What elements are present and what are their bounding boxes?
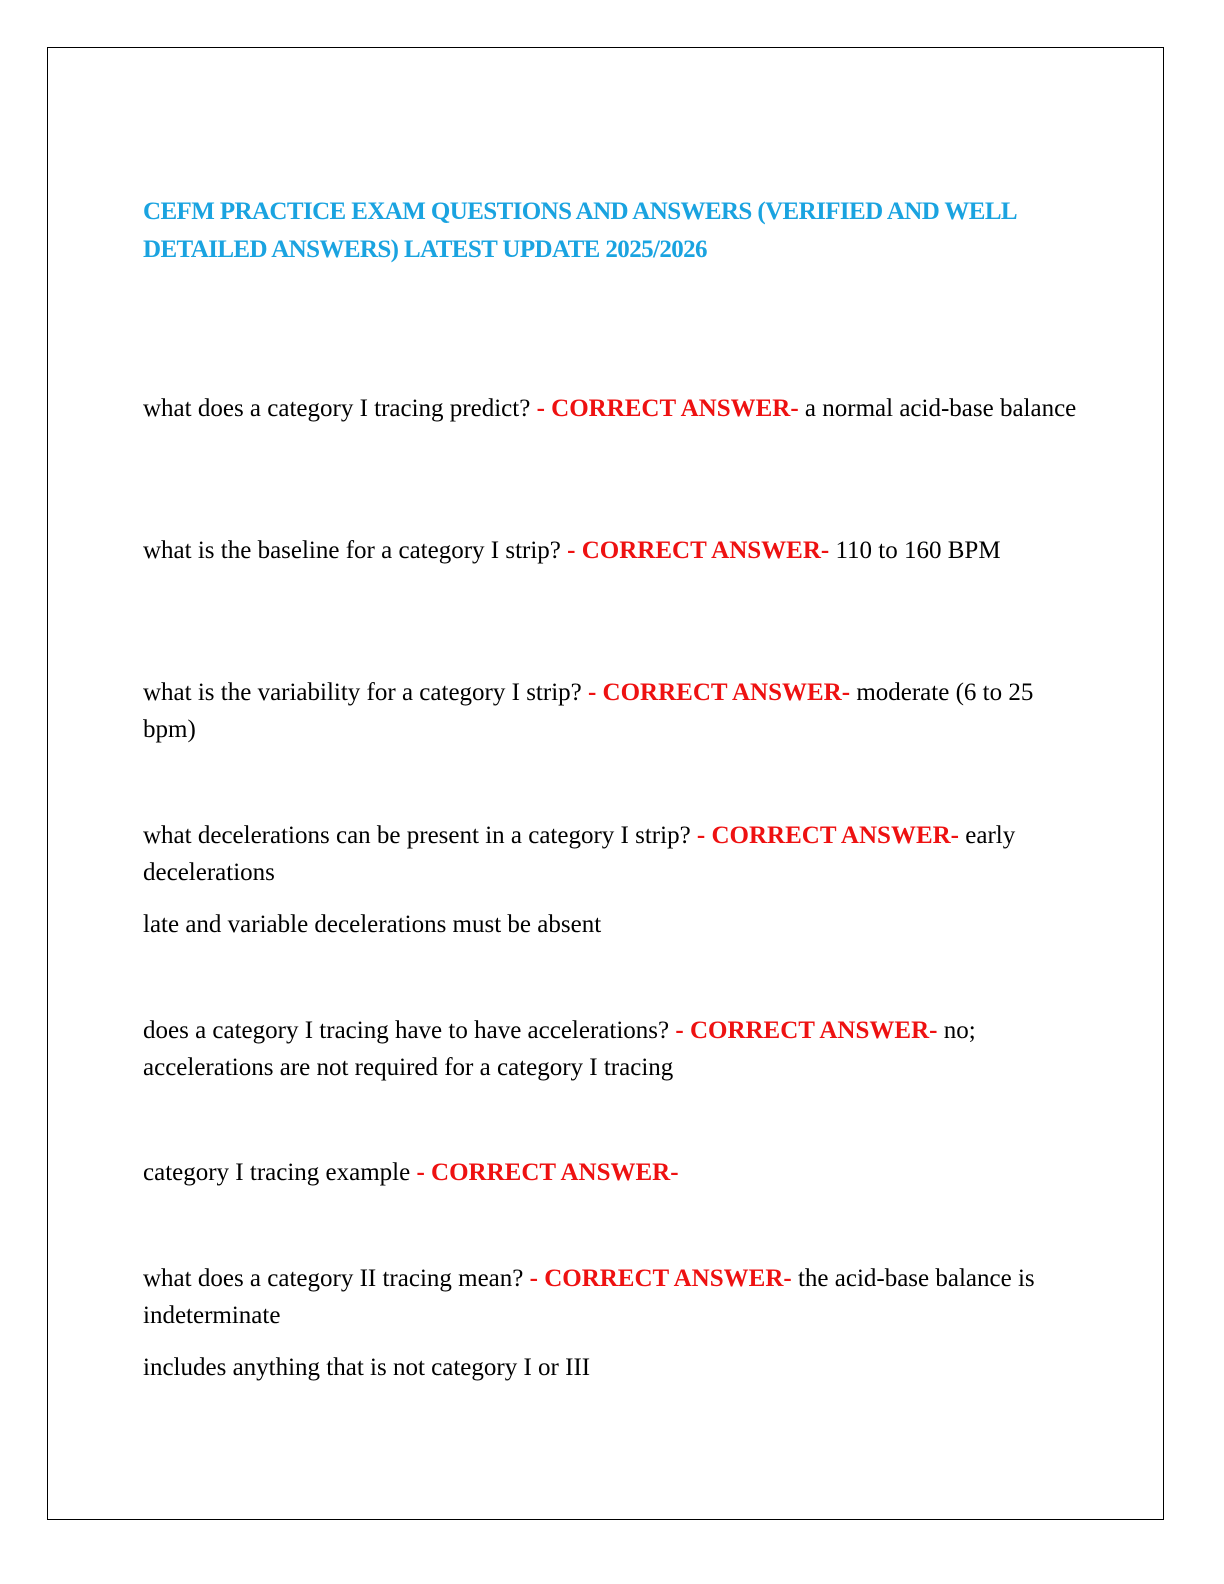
qa-item-6: [143, 1154, 1083, 1191]
document-title: CEFM PRACTICE EXAM QUESTIONS AND ANSWERS (VERIFIED AND WELL DETAILED ANSWERS) LATEST UPDATE 2025/2026: [143, 198, 1016, 263]
qa-item-7-note: includes anything that is not category I or III: [143, 1354, 591, 1381]
answer-text: moderate (6 to 25 bpm): [143, 679, 1034, 743]
correct-answer-label: - CORRECT ANSWER-: [567, 537, 830, 564]
question-text: what is the variability for a category I strip?: [143, 679, 588, 706]
answer-text: the acid-base balance is indeterminate: [143, 1265, 1035, 1329]
qa-item-2: [143, 532, 1083, 569]
correct-answer-label: - CORRECT ANSWER-: [536, 395, 799, 422]
qa-item-3: [143, 674, 1083, 748]
correct-answer-label: - CORRECT ANSWER-: [529, 1265, 792, 1292]
qa-item-4-note: late and variable decelerations must be absent: [143, 911, 602, 938]
correct-answer-label: - CORRECT ANSWER-: [675, 1017, 938, 1044]
answer-text: no; accelerations are not required for a category I tracing: [143, 1017, 976, 1081]
correct-answer-label: - CORRECT ANSWER-: [587, 679, 851, 706]
qa-item-7: [143, 1260, 1083, 1334]
qa-item-1: [143, 390, 1083, 427]
qa-item-5: [143, 1012, 1083, 1086]
answer-text: a normal acid-base balance: [798, 395, 1077, 422]
question-text: category I tracing example: [143, 1159, 417, 1186]
question-text: what decelerations can be present in a category I strip?: [143, 822, 697, 849]
question-text: what does a category I tracing predict?: [143, 395, 537, 422]
question-text: does a category I tracing have to have accelerations?: [143, 1017, 676, 1044]
answer-text: 110 to 160 BPM: [829, 537, 1001, 564]
question-text: what is the baseline for a category I strip?: [143, 537, 568, 564]
correct-answer-label: - CORRECT ANSWER-: [696, 822, 959, 849]
correct-answer-label: - CORRECT ANSWER-: [416, 1159, 679, 1186]
answer-text: early decelerations: [143, 822, 1016, 886]
qa-item-4: [143, 817, 1083, 891]
question-text: what does a category II tracing mean?: [143, 1265, 530, 1292]
